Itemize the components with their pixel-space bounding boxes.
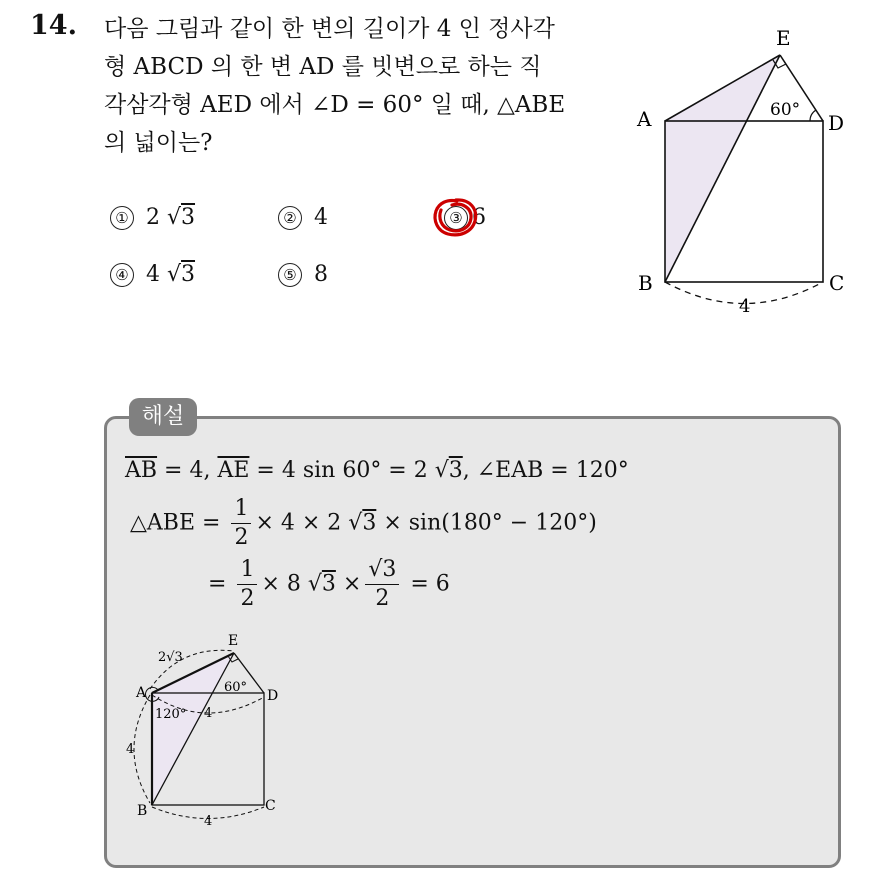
choice-mark: ② (278, 206, 302, 230)
choice-1[interactable]: ① 2 √3 (110, 205, 195, 230)
question-number: 14. (30, 10, 77, 41)
fraction (237, 556, 257, 613)
question-line: 다음 그림과 같이 한 변의 길이가 4 인 정사각 (104, 16, 555, 42)
angle-label: 60° (770, 100, 801, 120)
question-line: 의 넓이는? (104, 130, 213, 156)
text: , ∠EAB = 120° (462, 458, 629, 483)
label-d: D (267, 688, 279, 704)
text: = (208, 571, 234, 597)
label-a: A (637, 107, 652, 131)
solution-badge: 해설 (129, 398, 197, 436)
root: 3 (448, 458, 463, 483)
question-line: 각삼각형 AED 에서 ∠D = 60° 일 때, △ABE (104, 92, 566, 118)
question-line: 형 ABCD 의 한 변 AD 를 빗변으로 하는 직 (104, 54, 542, 80)
angle-arc (810, 110, 816, 121)
choice-value: 2 (146, 205, 160, 230)
label-a: A (136, 685, 147, 701)
choice-value: 4 (146, 262, 160, 287)
label-b: B (638, 271, 653, 295)
solution-line-1: $\overline{AB} = 4$, $\overline{AE} = 4$ sin 60° = 2 √3, ∠EAB = 120° (125, 458, 629, 483)
denominator: 2 (234, 525, 249, 550)
label-bc-length: 4 (204, 814, 213, 829)
segment-ab: $\overline{AB}$ (125, 458, 158, 483)
angle-120-label: 120° (155, 707, 187, 722)
label-ae-length: 2√3 (158, 650, 183, 665)
text: △ABE = (130, 510, 228, 536)
choice-mark: ⑤ (278, 263, 302, 287)
denominator: 2 (375, 586, 390, 611)
choice-5[interactable] (278, 262, 328, 287)
choice-4[interactable]: ④ 4 √3 (110, 262, 195, 287)
text: = 4 sin 60° = 2 (249, 458, 428, 483)
numerator: 1 (231, 495, 251, 524)
text: = 4, (157, 458, 218, 483)
fraction (231, 495, 251, 552)
choice-value: 6 (472, 205, 486, 230)
text: × 8 (261, 571, 301, 597)
numerator: √3 (365, 556, 399, 585)
solution-line-2: △ABE = $\frac{1}{2}$ × 4 × 2 √3 × sin(180° − 120°) (130, 496, 597, 550)
root: 3 (321, 571, 336, 597)
root: 3 (362, 510, 377, 536)
side-label: 4 (739, 296, 751, 317)
denominator: 2 (240, 586, 255, 611)
label-c: C (829, 271, 845, 295)
angle-60-label: 60° (224, 680, 248, 695)
choice-mark: ④ (110, 263, 134, 287)
text: = 6 (410, 571, 450, 597)
text: × (342, 571, 362, 597)
label-c: C (265, 798, 276, 814)
choice-value: 4 (314, 205, 328, 230)
choice-mark: ③ (444, 206, 468, 230)
label-ad-length: 4 (204, 706, 213, 721)
square-figure (630, 20, 870, 320)
selected-answer-mark (430, 194, 482, 242)
label-e: E (228, 633, 239, 649)
choice-value: 8 (314, 262, 328, 287)
text: × 4 × 2 (255, 510, 342, 536)
segment-ae: $\overline{AE}$ (217, 458, 250, 483)
choice-root: 3 (181, 262, 196, 287)
choice-mark: ① (110, 206, 134, 230)
choice-2[interactable] (278, 205, 328, 230)
label-b: B (137, 803, 148, 819)
choice-root: 3 (181, 205, 196, 230)
question-text (104, 10, 614, 162)
solution-figure (120, 625, 300, 830)
numerator: 1 (237, 556, 257, 585)
label-ab-length: 4 (126, 742, 135, 757)
label-d: D (828, 111, 845, 135)
label-e: E (776, 26, 791, 50)
fraction (365, 556, 399, 613)
solution-line-3: = $\frac{1}{2}$ × 8 √3 × $\frac{√3}{2}$ = 6 (208, 557, 450, 611)
text: × sin(180° − 120°) (383, 510, 597, 536)
